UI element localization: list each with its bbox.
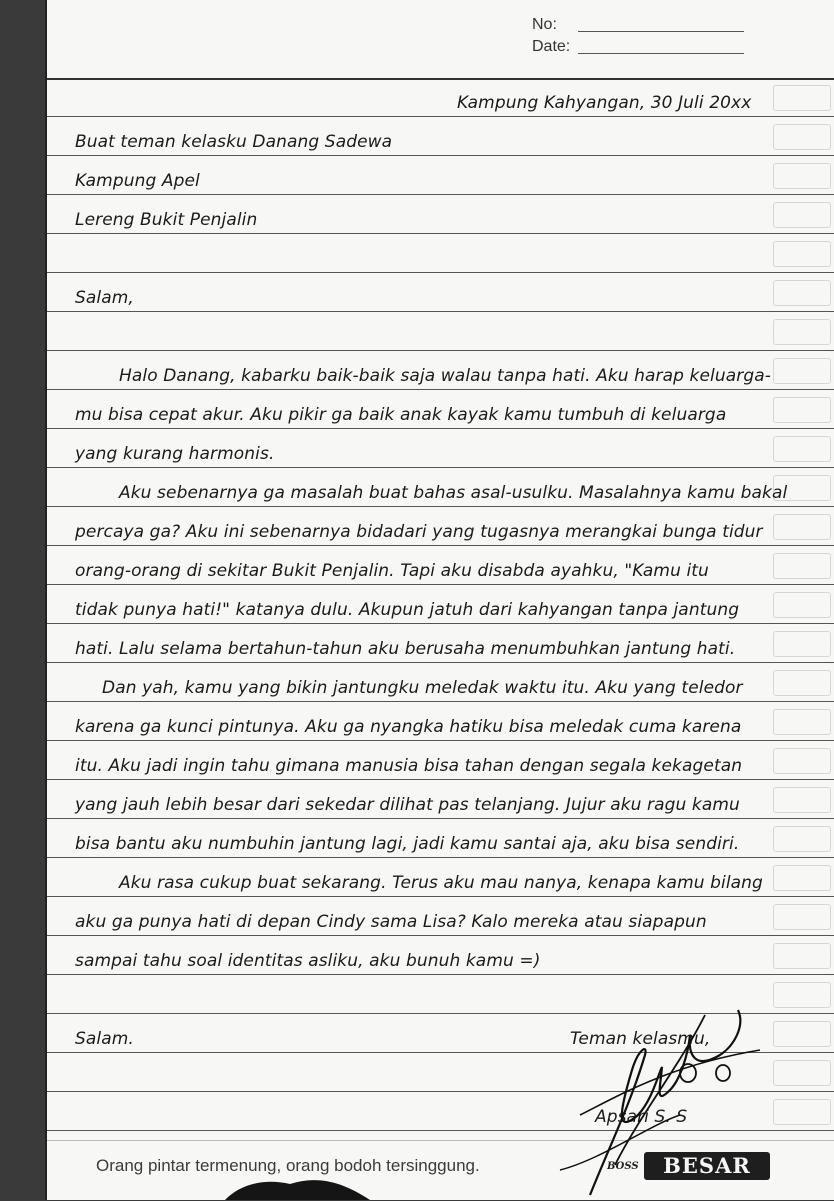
letter-line xyxy=(47,663,834,702)
letter-line xyxy=(47,702,834,741)
scan-shadow xyxy=(220,1174,380,1200)
margin-box xyxy=(773,1021,831,1047)
letter-line xyxy=(47,507,834,546)
letter-line xyxy=(47,780,834,819)
margin-box xyxy=(773,202,831,228)
letter-line-text: Halo Danang, kabarku baik-baik saja walau tanpa hati. Aku harap keluarga- xyxy=(119,366,771,386)
letter-line xyxy=(47,741,834,780)
letter-line-text: Lereng Bukit Penjalin xyxy=(75,210,258,230)
margin-box xyxy=(773,397,831,423)
letter-line-text: sampai tahu soal identitas asliku, aku bunuh kamu =) xyxy=(75,951,541,971)
letter-line xyxy=(47,624,834,663)
letter-line xyxy=(47,936,834,975)
number-label: No: xyxy=(532,16,557,33)
letter-line-text: tidak punya hati!" katanya dulu. Akupun jatuh dari kahyangan tanpa jantung xyxy=(75,600,740,620)
margin-box xyxy=(773,826,831,852)
letter-line xyxy=(47,468,834,507)
letter-line-text: aku ga punya hati di depan Cindy sama Lisa? Kalo mereka atau siapapun xyxy=(75,912,707,932)
margin-box xyxy=(773,904,831,930)
margin-box xyxy=(773,865,831,891)
margin-box xyxy=(773,163,831,189)
letter-line-text: Salam, xyxy=(75,288,134,308)
letter-line xyxy=(47,312,834,351)
letter-line-text: Kampung Apel xyxy=(75,171,200,191)
signer-name: Apsari S. S xyxy=(595,1107,688,1127)
margin-box xyxy=(773,631,831,657)
letter-line xyxy=(47,429,834,468)
letter-line xyxy=(47,117,834,156)
letter-line xyxy=(47,897,834,936)
margin-box xyxy=(773,982,831,1008)
margin-box xyxy=(773,670,831,696)
letter-line-text: yang jauh lebih besar dari sekedar dilihat pas telanjang. Jujur aku ragu kamu xyxy=(75,795,740,815)
signature-drawing xyxy=(520,995,780,1200)
letter-line xyxy=(47,546,834,585)
footer-quote: Orang pintar termenung, orang bodoh tersinggung. xyxy=(96,1156,480,1175)
letter-line-text: Buat teman kelasku Danang Sadewa xyxy=(75,132,393,152)
letter-line-text: karena ga kunci pintunya. Aku ga nyangka hatiku bisa meledak cuma karena xyxy=(75,717,742,737)
letter-line-text: mu bisa cepat akur. Aku pikir ga baik anak kayak kamu tumbuh di keluarga xyxy=(75,405,727,425)
letter-line xyxy=(47,273,834,312)
letter-line xyxy=(47,156,834,195)
letter-line xyxy=(47,585,834,624)
closing-text: Teman kelasmu, xyxy=(570,1029,711,1049)
letter-line-text: Aku sebenarnya ga masalah buat bahas asal-usulku. Masalahnya kamu bakal xyxy=(119,483,788,503)
margin-box xyxy=(773,241,831,267)
letter-line xyxy=(47,819,834,858)
letter-line-text: itu. Aku jadi ingin tahu gimana manusia bisa tahan dengan segala kekagetan xyxy=(75,756,743,776)
letter-line-text: yang kurang harmonis. xyxy=(75,444,275,464)
margin-box xyxy=(773,1060,831,1086)
margin-box xyxy=(773,709,831,735)
margin-box xyxy=(773,436,831,462)
letter-line-text: percaya ga? Aku ini sebenarnya bidadari yang tugasnya merangkai bunga tidur xyxy=(75,522,763,542)
letter-line-text: bisa bantu aku numbuhin jantung lagi, jadi kamu santai aja, aku bisa sendiri. xyxy=(75,834,740,854)
letter-line-text: Salam. xyxy=(75,1029,134,1049)
date-label: Date: xyxy=(532,38,571,55)
brand-prefix: BOSS xyxy=(607,1161,639,1172)
letter-line-text: Aku rasa cukup buat sekarang. Terus aku mau nanya, kenapa kamu bilang xyxy=(119,873,763,893)
letter-line xyxy=(47,858,834,897)
margin-box xyxy=(773,592,831,618)
letter-line-text: hati. Lalu selama bertahun-tahun aku berusaha menumbuhkan jantung hati. xyxy=(75,639,736,659)
letter-line xyxy=(47,351,834,390)
letter-line-text: orang-orang di sekitar Bukit Penjalin. Tapi aku disabda ayahku, "Kamu itu xyxy=(75,561,709,581)
margin-box xyxy=(773,358,831,384)
margin-box xyxy=(773,124,831,150)
letter-line xyxy=(47,78,834,117)
letter-line-text: Kampung Kahyangan, 30 Juli 20xx xyxy=(457,93,752,113)
margin-box xyxy=(773,748,831,774)
letter-line xyxy=(47,390,834,429)
margin-box xyxy=(773,1099,831,1125)
margin-box xyxy=(773,553,831,579)
margin-box xyxy=(773,280,831,306)
number-field xyxy=(532,12,792,34)
margin-box xyxy=(773,85,831,111)
letter-body xyxy=(47,78,834,1131)
margin-box xyxy=(773,319,831,345)
brand-logo: BESAR xyxy=(644,1152,770,1180)
margin-box xyxy=(773,787,831,813)
page-header xyxy=(47,0,834,80)
letter-line xyxy=(47,234,834,273)
margin-box xyxy=(773,943,831,969)
date-field xyxy=(532,34,792,56)
letter-line xyxy=(47,195,834,234)
margin-box xyxy=(773,514,831,540)
letter-line-text: Dan yah, kamu yang bikin jantungku meledak waktu itu. Aku yang teledor xyxy=(102,678,743,698)
